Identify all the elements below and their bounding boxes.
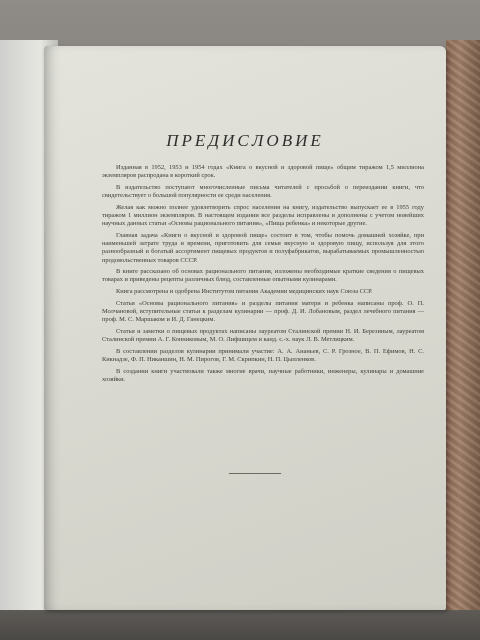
paragraph: Изданная в 1952, 1953 и 1954 годах «Книга о вкусной и здоровой пище» общим тиражом 1,5 миллиона экземпляров распродана в короткий срок. — [102, 164, 424, 180]
end-divider — [229, 473, 281, 474]
paragraph: В составлении разделов кулинарии принимали участие: А. А. Ананьев, С. Р. Грозное, В. П. Ефимов, Н. С. Кикнадзе, Ф. П. Никаншин, Н. М. Пирогов, Г. М. Скрипкин, Н. П. Цыпленков. — [102, 347, 424, 364]
preface-text — [102, 164, 424, 388]
book-page — [44, 46, 446, 610]
paragraph: Книга рассмотрена и одобрена Институтом питания Академии медицинских наук Союза ССР. — [116, 288, 373, 296]
book-cover-edge — [446, 40, 480, 630]
paragraph: В создании книги участвовали также многие врачи, научные работники, инженеры, кулинары и домашние хозяйки. — [102, 367, 424, 383]
book-bottom-edge — [0, 610, 480, 640]
paragraph: В книге рассказано об основах рационального питания, изложены необходимые краткие сведения о пищевых товарах и приведены рецепты различных блюд, составленные опытными кулинарами. — [102, 268, 424, 284]
paragraph: Главная задача «Книги о вкусной и здоровой пище» состоит в том, чтобы помочь домашней хозяйке, при наименьшей затрате труда и времени, приготовить для семьи вкусную и здоровую пищу, используя для этого разнообразный и богатый ассортимент пищевых продуктов и полуфабрикатов, вырабатываемых промышленностью продовольственных товаров СССР. — [102, 231, 424, 264]
paragraph: Статьи «Основы рационального питания» и разделы питания матери и ребенка написаны проф. О. П. Молчановой, вступительные статьи к разделам кулинарии — проф. Д. И. Лобановым, раздел лечебного питания — проф. М. С. Маршаком и И. Д. Ганецким. — [102, 299, 424, 324]
paragraph: Желая как можно полнее удовлетворить спрос населения на книгу, издательство выпускает ее в 1955 году тиражом 1 миллион экземпляров. В настоящем издании все разделы исправлены и дополнены с учетом новейших научных данных статьи «Основы рационального питания», «Пища ребенка» и некоторые другие. — [102, 203, 424, 228]
paragraph: В издательство поступают многочисленные письма читателей с просьбой о переиздании книги, что свидетельствует о большой популярности ее среди населения. — [102, 183, 424, 200]
page-title: ПРЕДИСЛОВИЕ — [166, 131, 324, 150]
paragraph: Статьи и заметки о пищевых продуктах написаны лауреатом Сталинской премии Н. И. Березиным, лауреатом Сталинской премии А. Г. Конниковым, М. О. Лифшицем и канд. с.-х. наук Л. В. Метлицким. — [102, 327, 424, 344]
